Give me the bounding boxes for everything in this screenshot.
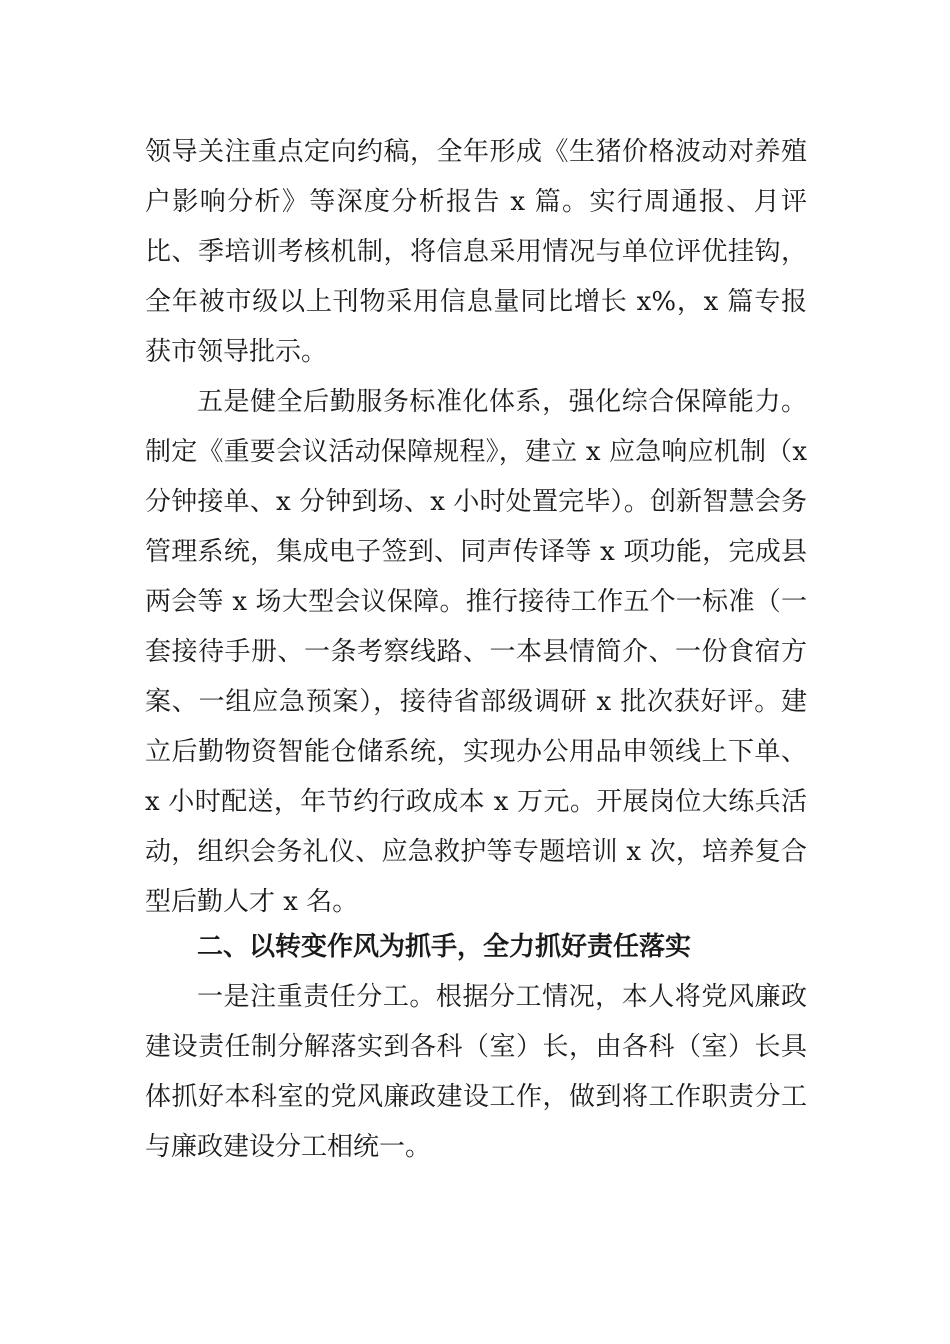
paragraph-one-responsibility: 一是注重责任分工。根据分工情况，本人将党风廉政建设责任制分解落实到各科（室）长，由各科（室）长具体抓好本科室的党风廉政建设工作，做到将工作职责分工与廉政建设分工相统一。 [145, 982, 807, 1162]
paragraph-five-logistics: 五是健全后勤服务标准化体系，强化综合保障能力。制定《重要会议活动保障规程》，建立 x 应急响应机制（x 分钟接单、x 分钟到场、x 小时处置完毕）。创新智慧会务管理系统，集成电子签到、同声传译等 x 项功能，完成县两会等 x 场大型会议保障。推行接待工作五个一标准（一套接待手册、一条考察线路、一本县情简介、一份食宿方案、一组应急预案），接待省部级调研 x 批次获好评。建立后勤物资智能仓储系统，实现办公用品申领线上下单、x 小时配送，年节约行政成本 x 万元。开展岗位大练兵活动，组织会务礼仪、应急救护等专题培训 x 次，培养复合型后勤人才 x 名。 [145, 387, 807, 917]
paragraph-continued: 领导关注重点定向约稿，全年形成《生猪价格波动对养殖户影响分析》等深度分析报告 x 篇。实行周通报、月评比、季培训考核机制，将信息采用情况与单位评优挂钩，全年被市级以上刊物采用信息量同比增长 x%，x 篇专报获市领导批示。 [145, 137, 807, 367]
section-heading-two: 二、以转变作风为抓手，全力抓好责任落实 [197, 932, 692, 962]
